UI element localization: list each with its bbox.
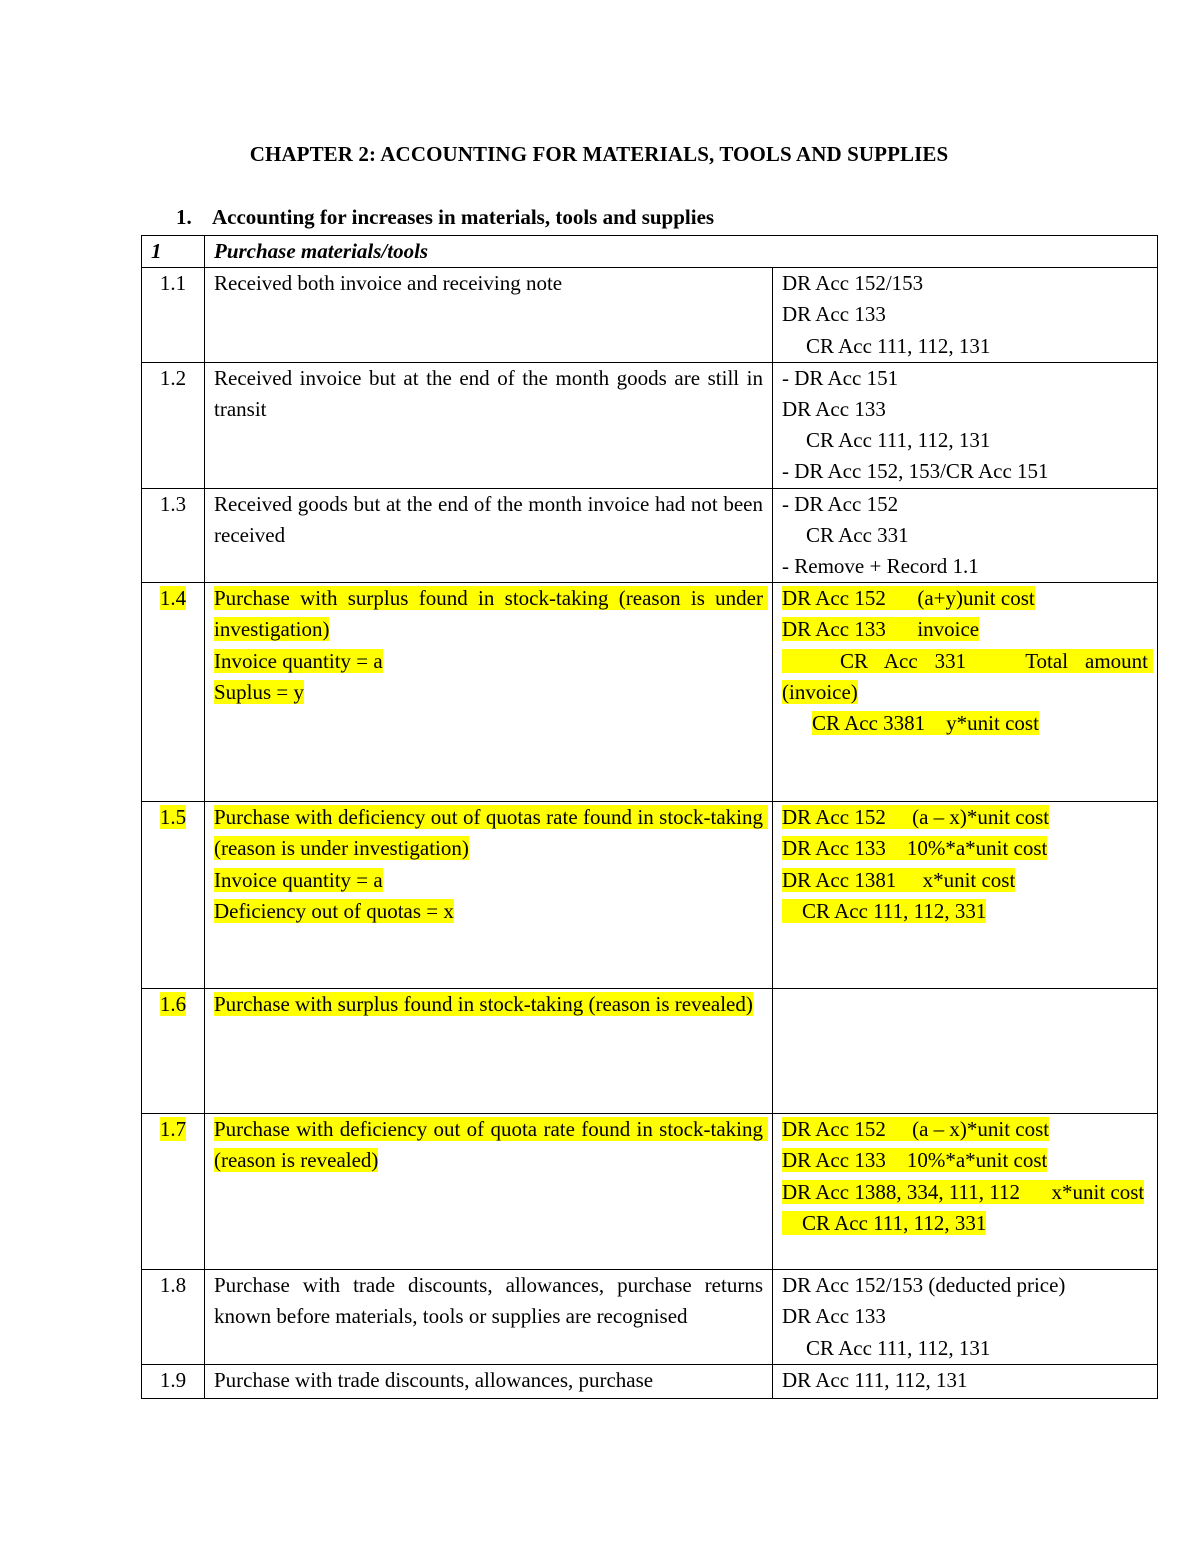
row-entry: DR Acc 152 (a – x)*unit cost DR Acc 133 10%*a*unit cost DR Acc 1388, 334, 111, 112 x*unit cost CR Acc 111, 112, 331 [773,1114,1158,1270]
row-description: Purchase with deficiency out of quotas rate found in stock-taking (reason is under investigation) Invoice quantity = a Deficiency out of quotas = x [205,802,773,989]
table-row [142,1114,1158,1270]
row-number: 1.3 [142,488,205,583]
accounting-entries-table [141,235,1158,1399]
table-row [142,488,1158,583]
row-description: Received invoice but at the end of the month goods are still in transit [205,362,773,488]
row-entry: DR Acc 152/153 (deducted price) DR Acc 133 CR Acc 111, 112, 131 [773,1270,1158,1365]
table-row [142,268,1158,363]
row-entry: DR Acc 152 (a+y)unit cost DR Acc 133 invoice CR Acc 331 Total amount (invoice) CR Acc 3381 y*unit cost [773,583,1158,802]
row-number: 1.4 [142,583,205,802]
row-number: 1.7 [142,1114,205,1270]
row-description: Purchase with deficiency out of quota rate found in stock-taking (reason is revealed) [205,1114,773,1270]
section-heading-text: Accounting for increases in materials, tools and supplies [212,205,715,229]
row-entry [773,989,1158,1114]
header-label: Purchase materials/tools [205,236,1158,268]
row-description: Received goods but at the end of the month invoice had not been received [205,488,773,583]
table-row [142,802,1158,989]
table-row [142,362,1158,488]
row-description: Purchase with surplus found in stock-taking (reason is under investigation) Invoice quantity = a Suplus = y [205,583,773,802]
row-entry: - DR Acc 151 DR Acc 133 CR Acc 111, 112, 131 - DR Acc 152, 153/CR Acc 151 [773,362,1158,488]
row-description: Purchase with trade discounts, allowances, purchase [205,1364,773,1398]
section-number: 1. [176,205,192,229]
header-number: 1 [142,236,205,268]
row-entry: DR Acc 152 (a – x)*unit cost DR Acc 133 10%*a*unit cost DR Acc 1381 x*unit cost CR Acc 111, 112, 331 [773,802,1158,989]
row-entry: DR Acc 111, 112, 131 [773,1364,1158,1398]
row-number: 1.5 [142,802,205,989]
table-row [142,583,1158,802]
row-description: Purchase with trade discounts, allowances, purchase returns known before materials, tools or supplies are recognised [205,1270,773,1365]
row-entry: DR Acc 152/153 DR Acc 133 CR Acc 111, 112, 131 [773,268,1158,363]
row-number: 1.6 [142,989,205,1114]
page-title: CHAPTER 2: ACCOUNTING FOR MATERIALS, TOOLS AND SUPPLIES [249,142,949,166]
row-number: 1.8 [142,1270,205,1365]
row-description: Purchase with surplus found in stock-taking (reason is revealed) [205,989,773,1114]
table-row [142,1270,1158,1365]
row-number: 1.2 [142,362,205,488]
row-description: Received both invoice and receiving note [205,268,773,363]
row-number: 1.9 [142,1364,205,1398]
table-row [142,1364,1158,1398]
section-heading [176,205,714,230]
table-header-row [142,236,1158,268]
row-number: 1.1 [142,268,205,363]
table-row [142,989,1158,1114]
row-entry: - DR Acc 152 CR Acc 331 - Remove + Record 1.1 [773,488,1158,583]
